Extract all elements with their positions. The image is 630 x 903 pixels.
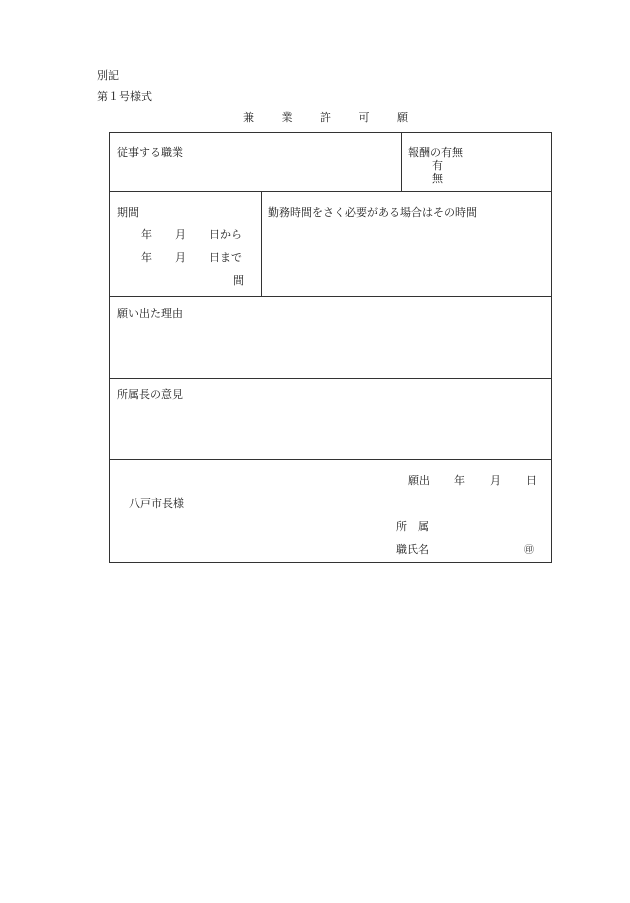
work-time-label: 勤務時間をさく必要がある場合はその時間 [268,206,477,219]
title-char: 願 [397,111,408,124]
addressee: 八戸市長様 [129,497,184,510]
period-from-year: 年 [141,228,152,241]
application-form-table [109,132,552,563]
document-title [243,109,408,125]
period-from-month: 月 [175,228,186,241]
period-from-day: 日から [209,228,242,241]
application-date-month: 月 [490,474,501,487]
seal-mark: ㊞ [524,545,534,556]
column-divider [401,133,402,191]
column-divider [261,191,262,296]
period-to-day: 日まで [209,251,242,264]
name-label: 職氏名 [396,543,429,556]
title-char: 業 [281,111,293,124]
row-divider [110,296,551,297]
period-to-month: 月 [175,251,186,264]
application-date-day: 日 [526,474,537,487]
form-number: 第１号様式 [97,90,152,103]
opinion-label: 所属長の意見 [117,388,183,401]
period-to-year: 年 [141,251,152,264]
period-duration-suffix: 間 [233,274,244,287]
row-divider [110,191,551,192]
remuneration-label: 報酬の有無 [408,146,463,159]
row-divider [110,378,551,379]
period-label: 期間 [117,206,139,219]
reason-label: 願い出た理由 [117,307,183,320]
occupation-label: 従事する職業 [117,146,183,159]
application-date-year: 年 [454,474,465,487]
title-char: 許 [320,111,331,124]
title-char: 兼 [243,111,254,124]
remuneration-option-yes: 有 [432,159,443,172]
application-date-prefix: 願出 [408,474,430,487]
remuneration-option-no: 無 [432,172,443,185]
appendix-label: 別記 [97,69,119,82]
affiliation-label: 所 属 [396,520,429,533]
row-divider [110,459,551,460]
title-char: 可 [358,111,370,124]
